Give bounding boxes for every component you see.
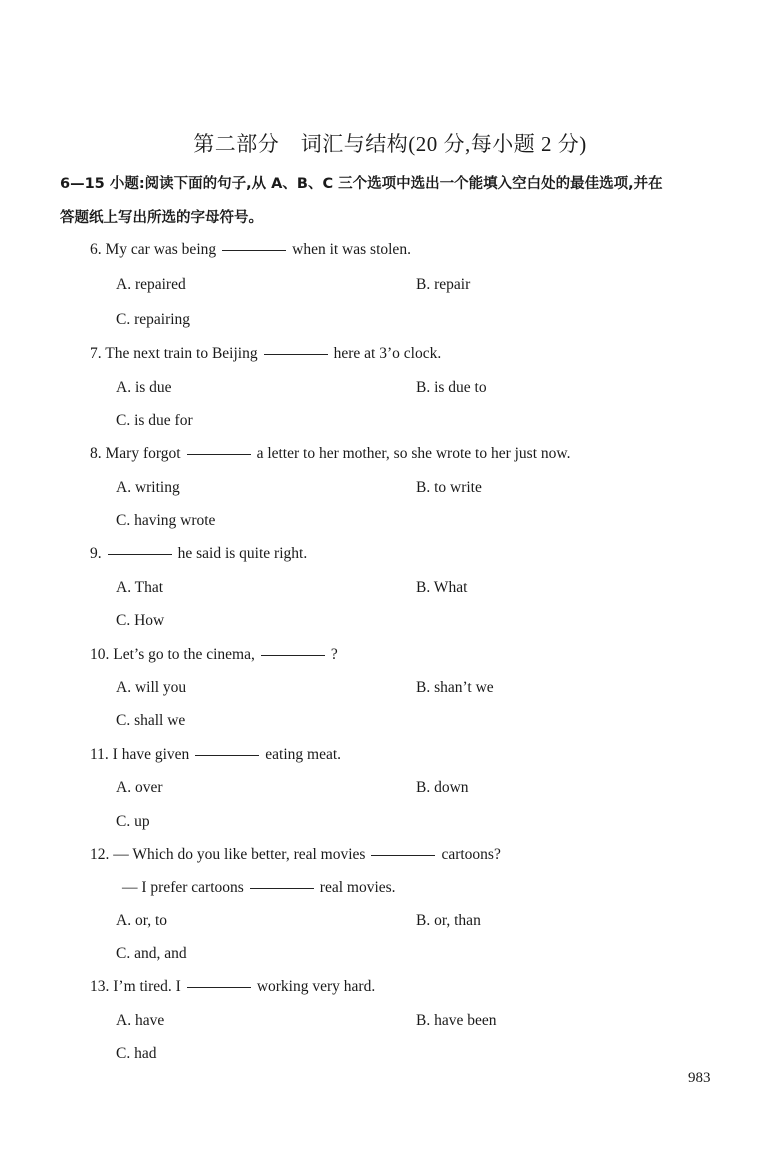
option-a: A. have <box>116 1012 165 1029</box>
answer-blank <box>261 654 325 656</box>
option-c: C. How <box>116 612 165 629</box>
question-6 <box>90 241 411 259</box>
option-c: C. having wrote <box>116 512 216 529</box>
question-10 <box>90 646 338 664</box>
option-b: B. is due to <box>416 379 487 396</box>
option-b: B. repair <box>416 276 471 293</box>
question-text-after: when it was stolen. <box>292 241 411 258</box>
reply-text-after: real movies. <box>319 879 396 896</box>
question-text: 8. Mary forgot <box>90 445 181 462</box>
instructions-line-2: 答题纸上写出所选的字母符号。 <box>60 210 263 226</box>
question-text: 10. Let’s go to the cinema, <box>90 646 255 663</box>
option-b: B. What <box>416 579 468 596</box>
option-c: C. had <box>116 1045 157 1062</box>
question-text-after: eating meat. <box>265 746 342 763</box>
instructions-line-1: 6—15 小题:阅读下面的句子,从 A、B、C 三个选项中选出一个能填入空白处的最佳选项,并在 <box>60 176 663 192</box>
reply-text: — I prefer cartoons <box>122 879 244 896</box>
question-text: 13. I’m tired. I <box>90 978 181 995</box>
question-text-after: here at 3’o clock. <box>333 345 442 362</box>
option-b: B. have been <box>416 1012 497 1029</box>
question-11 <box>90 746 341 764</box>
question-text: 7. The next train to Beijing <box>90 345 258 362</box>
option-c: C. is due for <box>116 412 193 429</box>
answer-blank <box>264 353 328 355</box>
question-text: 9. <box>90 545 102 562</box>
option-a: A. repaired <box>116 276 186 293</box>
option-a: A. or, to <box>116 912 168 929</box>
option-a: A. That <box>116 579 164 596</box>
option-b: B. down <box>416 779 469 796</box>
question-text: 11. I have given <box>90 746 190 763</box>
option-c: C. shall we <box>116 712 186 729</box>
answer-blank <box>195 754 259 756</box>
question-7 <box>90 345 441 363</box>
option-b: B. or, than <box>416 912 481 929</box>
question-12-reply <box>122 879 396 897</box>
answer-blank <box>187 986 251 988</box>
question-text: 12. — Which do you like better, real movies <box>90 846 366 863</box>
option-c: C. up <box>116 813 150 830</box>
question-text-after: ? <box>330 646 338 663</box>
answer-blank <box>222 249 286 251</box>
option-c: C. repairing <box>116 311 191 328</box>
option-b: B. shan’t we <box>416 679 494 696</box>
section-title: 第二部分 词汇与结构(20 分,每小题 2 分) <box>193 132 587 156</box>
question-text-after: he said is quite right. <box>177 545 308 562</box>
question-8 <box>90 445 570 463</box>
question-9 <box>90 545 307 563</box>
question-text: 6. My car was being <box>90 241 217 258</box>
question-text-after: working very hard. <box>256 978 376 995</box>
option-a: A. over <box>116 779 163 796</box>
page-number: 983 <box>688 1070 711 1086</box>
option-b: B. to write <box>416 479 482 496</box>
answer-blank <box>187 453 251 455</box>
answer-blank <box>371 854 435 856</box>
question-13 <box>90 978 375 996</box>
question-text-after: cartoons? <box>441 846 501 863</box>
option-c: C. and, and <box>116 945 187 962</box>
option-a: A. will you <box>116 679 187 696</box>
answer-blank <box>108 553 172 555</box>
option-a: A. is due <box>116 379 172 396</box>
option-a: A. writing <box>116 479 180 496</box>
question-12 <box>90 846 501 864</box>
question-text-after: a letter to her mother, so she wrote to her just now. <box>256 445 571 462</box>
answer-blank <box>250 887 314 889</box>
